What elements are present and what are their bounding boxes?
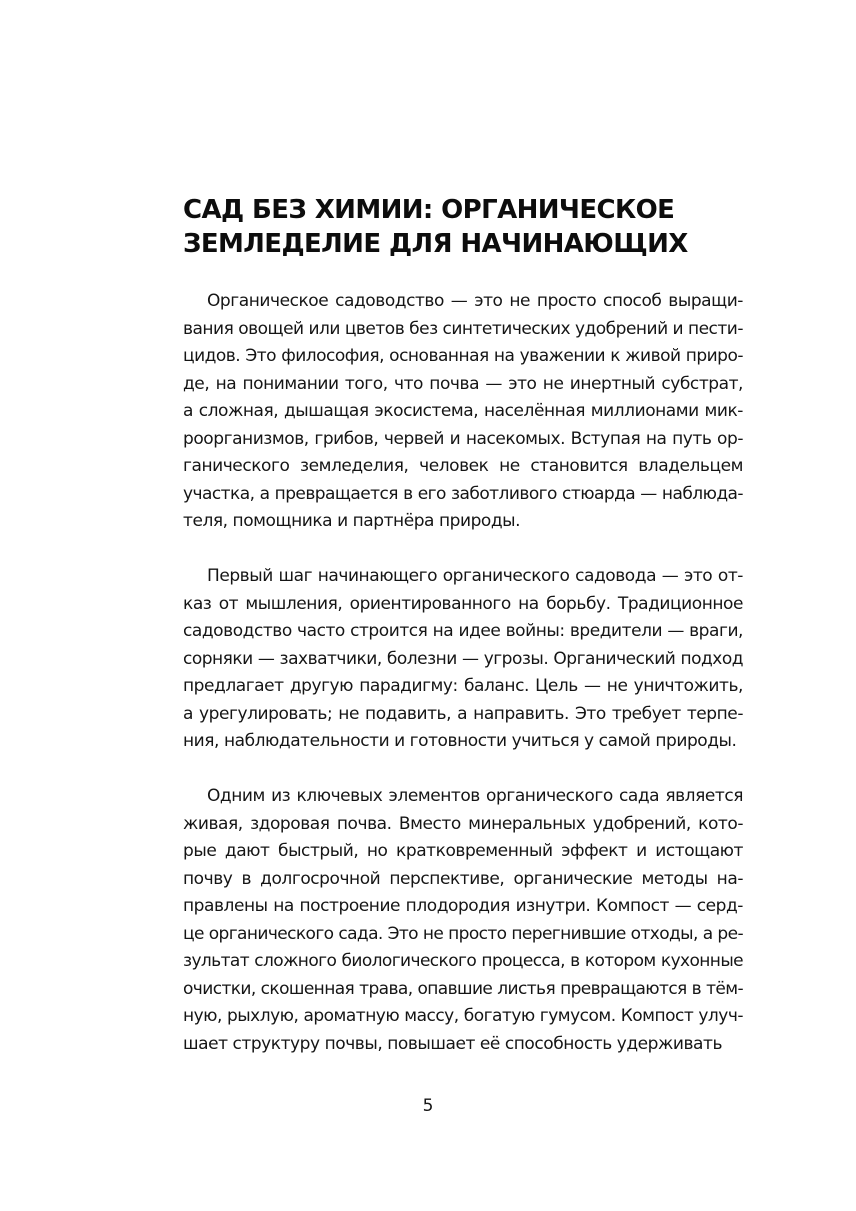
text-line: цидов. Это философия, основанная на уважении к живой приро- — [183, 346, 743, 366]
text-line: правлены на построение плодородия изнутри. Компост — серд- — [183, 896, 743, 916]
text-line: зультат сложного биологического процесса, в котором кухонные — [183, 951, 743, 971]
chapter-title-line-2: ЗЕМЛЕДЕЛИЕ ДЛЯ НАЧИНАЮЩИХ — [183, 229, 688, 259]
text-line: вания овощей или цветов без синтетических удобрений и пести- — [183, 318, 743, 339]
text-line: предлагает другую парадигму: баланс. Цель — не уничтожить, — [183, 676, 743, 696]
paragraph-1 — [183, 288, 743, 536]
page-number: 5 — [422, 1096, 434, 1116]
text-line: ния, наблюдательности и готовности учиться у самой природы. — [183, 731, 737, 751]
text-line: живая, здоровая почва. Вместо минеральных удобрений, кото- — [183, 813, 743, 834]
text-line: Первый шаг начинающего органического садовода — это от- — [207, 566, 743, 586]
chapter-title — [183, 193, 763, 261]
text-line: Органическое садоводство — это не просто способ выращи- — [207, 291, 743, 311]
text-line: роорганизмов, грибов, червей и насекомых. Вступая на путь ор- — [183, 428, 743, 449]
body-text — [183, 288, 743, 1058]
text-line: теля, помощника и партнёра природы. — [183, 511, 521, 531]
paragraph-2 — [183, 563, 743, 756]
text-line: а урегулировать; не подавить, а направить. Это требует терпе- — [183, 703, 743, 724]
text-line: Одним из ключевых элементов органического сада является — [207, 786, 743, 806]
paragraph-3 — [183, 783, 743, 1058]
text-line: очистки, скошенная трава, опавшие листья превращаются в тём- — [183, 978, 743, 999]
chapter-title-line-1: САД БЕЗ ХИМИИ: ОРГАНИЧЕСКОЕ — [183, 195, 675, 225]
text-line: сорняки — захватчики, болезни — угрозы. Органический подход — [183, 648, 743, 669]
text-line: ную, рыхлую, ароматную массу, богатую гумусом. Компост улуч- — [183, 1006, 743, 1026]
text-line: почву в долгосрочной перспективе, органические методы на- — [183, 868, 743, 889]
text-line: де, на понимании того, что почва — это не инертный субстрат, — [183, 373, 743, 394]
text-line: це органического сада. Это не просто перегнившие отходы, а ре- — [183, 923, 743, 944]
text-line: шает структуру почвы, повышает её способность удерживать — [183, 1033, 723, 1054]
text-line: садоводство часто строится на идее войны: вредители — враги, — [183, 621, 743, 641]
text-line: ганического земледелия, человек не становится владельцем — [183, 456, 743, 476]
text-line: рые дают быстрый, но кратковременный эффект и истощают — [183, 841, 743, 861]
text-line: участка, а превращается в его заботливого стюарда — наблюда- — [183, 483, 743, 504]
text-line: а сложная, дышащая экосистема, населённая миллионами мик- — [183, 401, 743, 421]
text-line: каз от мышления, ориентированного на борьбу. Традиционное — [183, 593, 743, 614]
